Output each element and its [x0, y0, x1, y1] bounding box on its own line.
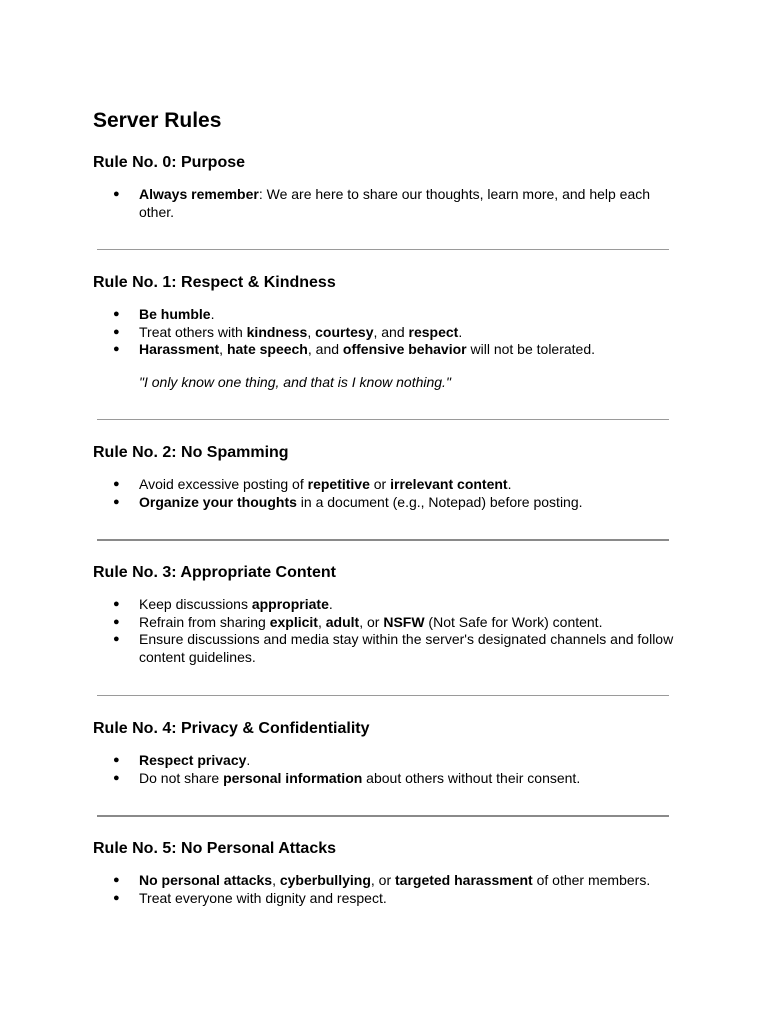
bullet-item [93, 770, 683, 788]
bullet-item [93, 596, 683, 614]
text-segment: , and [307, 341, 343, 357]
text-segment: , [219, 341, 227, 357]
bold-text: offensive behavior [342, 341, 467, 357]
bold-text: appropriate [251, 596, 329, 612]
text-segment: : We are here to share our thoughts, learn more, and help each other. [139, 186, 651, 220]
text-segment: will not be tolerated. [466, 341, 596, 357]
bold-text: NSFW [383, 613, 425, 630]
bullet-list [93, 306, 683, 359]
bullet-item [93, 494, 683, 512]
bullet-list [93, 596, 683, 666]
quote-text: "I only know one thing, and that is I know nothing." [139, 373, 451, 390]
bold-text: respect [408, 323, 459, 340]
text-segment: , [307, 323, 316, 340]
text-segment: or [369, 476, 391, 492]
section-divider [97, 815, 669, 817]
bullet-item [93, 752, 683, 770]
bullet-item [93, 872, 683, 890]
bold-text: Respect privacy [139, 752, 247, 768]
bullet-item [93, 631, 683, 666]
rule-section [93, 272, 683, 391]
section-divider [97, 695, 669, 696]
bold-text: irrelevant content [390, 476, 508, 492]
bold-text: Be humble [139, 306, 211, 322]
section-divider [97, 419, 669, 420]
section-heading: Rule No. 4: Privacy & Confidentiality [93, 720, 370, 737]
bullet-list [93, 476, 683, 511]
page-title: Server Rules [93, 109, 222, 132]
bold-text: cyberbullying [279, 872, 371, 888]
text-segment: , or [359, 613, 384, 630]
bold-text: courtesy [315, 323, 374, 340]
bold-text: kindness [246, 323, 308, 340]
text-segment: Treat everyone with dignity and respect. [139, 889, 387, 906]
text-segment: , and [373, 323, 409, 340]
bold-text: repetitive [307, 476, 370, 492]
bullet-item [93, 186, 683, 221]
text-segment: , [317, 613, 326, 630]
text-segment: Do not share [139, 769, 224, 786]
bullet-item [93, 614, 683, 632]
bullet-item [93, 341, 683, 359]
text-segment: . [458, 323, 463, 340]
section-divider [97, 539, 669, 541]
section-heading: Rule No. 1: Respect & Kindness [93, 274, 336, 291]
bold-text: explicit [269, 613, 318, 630]
text-segment: . [328, 596, 333, 612]
bullet-item [93, 324, 683, 342]
text-segment: (Not Safe for Work) content. [424, 613, 603, 630]
rule-section [93, 838, 683, 907]
text-segment: . [210, 306, 215, 322]
text-segment: . [507, 476, 512, 492]
rule-section [93, 562, 683, 666]
bold-text: No personal attacks [139, 872, 273, 888]
bullet-list [93, 752, 683, 787]
text-segment: , [272, 872, 280, 888]
section-heading: Rule No. 0: Purpose [93, 154, 246, 171]
text-segment: Refrain from sharing [139, 613, 270, 630]
text-segment: of other members. [532, 872, 651, 888]
bullet-item [93, 890, 683, 908]
bullet-item [93, 476, 683, 494]
bold-text: adult [325, 613, 360, 630]
section-heading: Rule No. 5: No Personal Attacks [93, 840, 337, 857]
text-segment: Avoid excessive posting of [139, 476, 308, 492]
text-segment: . [246, 752, 251, 768]
bold-text: targeted harassment [395, 872, 533, 888]
rule-section [93, 718, 683, 787]
rule-section [93, 152, 683, 221]
text-segment: , or [370, 872, 395, 888]
text-segment: Keep discussions [139, 596, 252, 612]
bullet-item [93, 306, 683, 324]
bullet-list [93, 872, 683, 907]
section-divider [97, 249, 669, 250]
bullet-list [93, 186, 683, 221]
bold-text: personal information [223, 769, 363, 786]
bold-text: hate speech [226, 341, 308, 357]
bold-text: Organize your thoughts [139, 493, 297, 510]
section-heading: Rule No. 3: Appropriate Content [93, 564, 336, 581]
section-heading: Rule No. 2: No Spamming [93, 444, 289, 461]
text-segment: Ensure discussions and media stay within the server's designated channels and follow content guidelines. [139, 631, 674, 665]
text-segment: Treat others with [139, 323, 247, 340]
bold-text: Harassment [139, 341, 220, 357]
text-segment: in a document (e.g., Notepad) before posting. [296, 493, 583, 510]
rule-section [93, 442, 683, 511]
bold-text: Always remember [139, 186, 259, 202]
text-segment: about others without their consent. [362, 769, 581, 786]
